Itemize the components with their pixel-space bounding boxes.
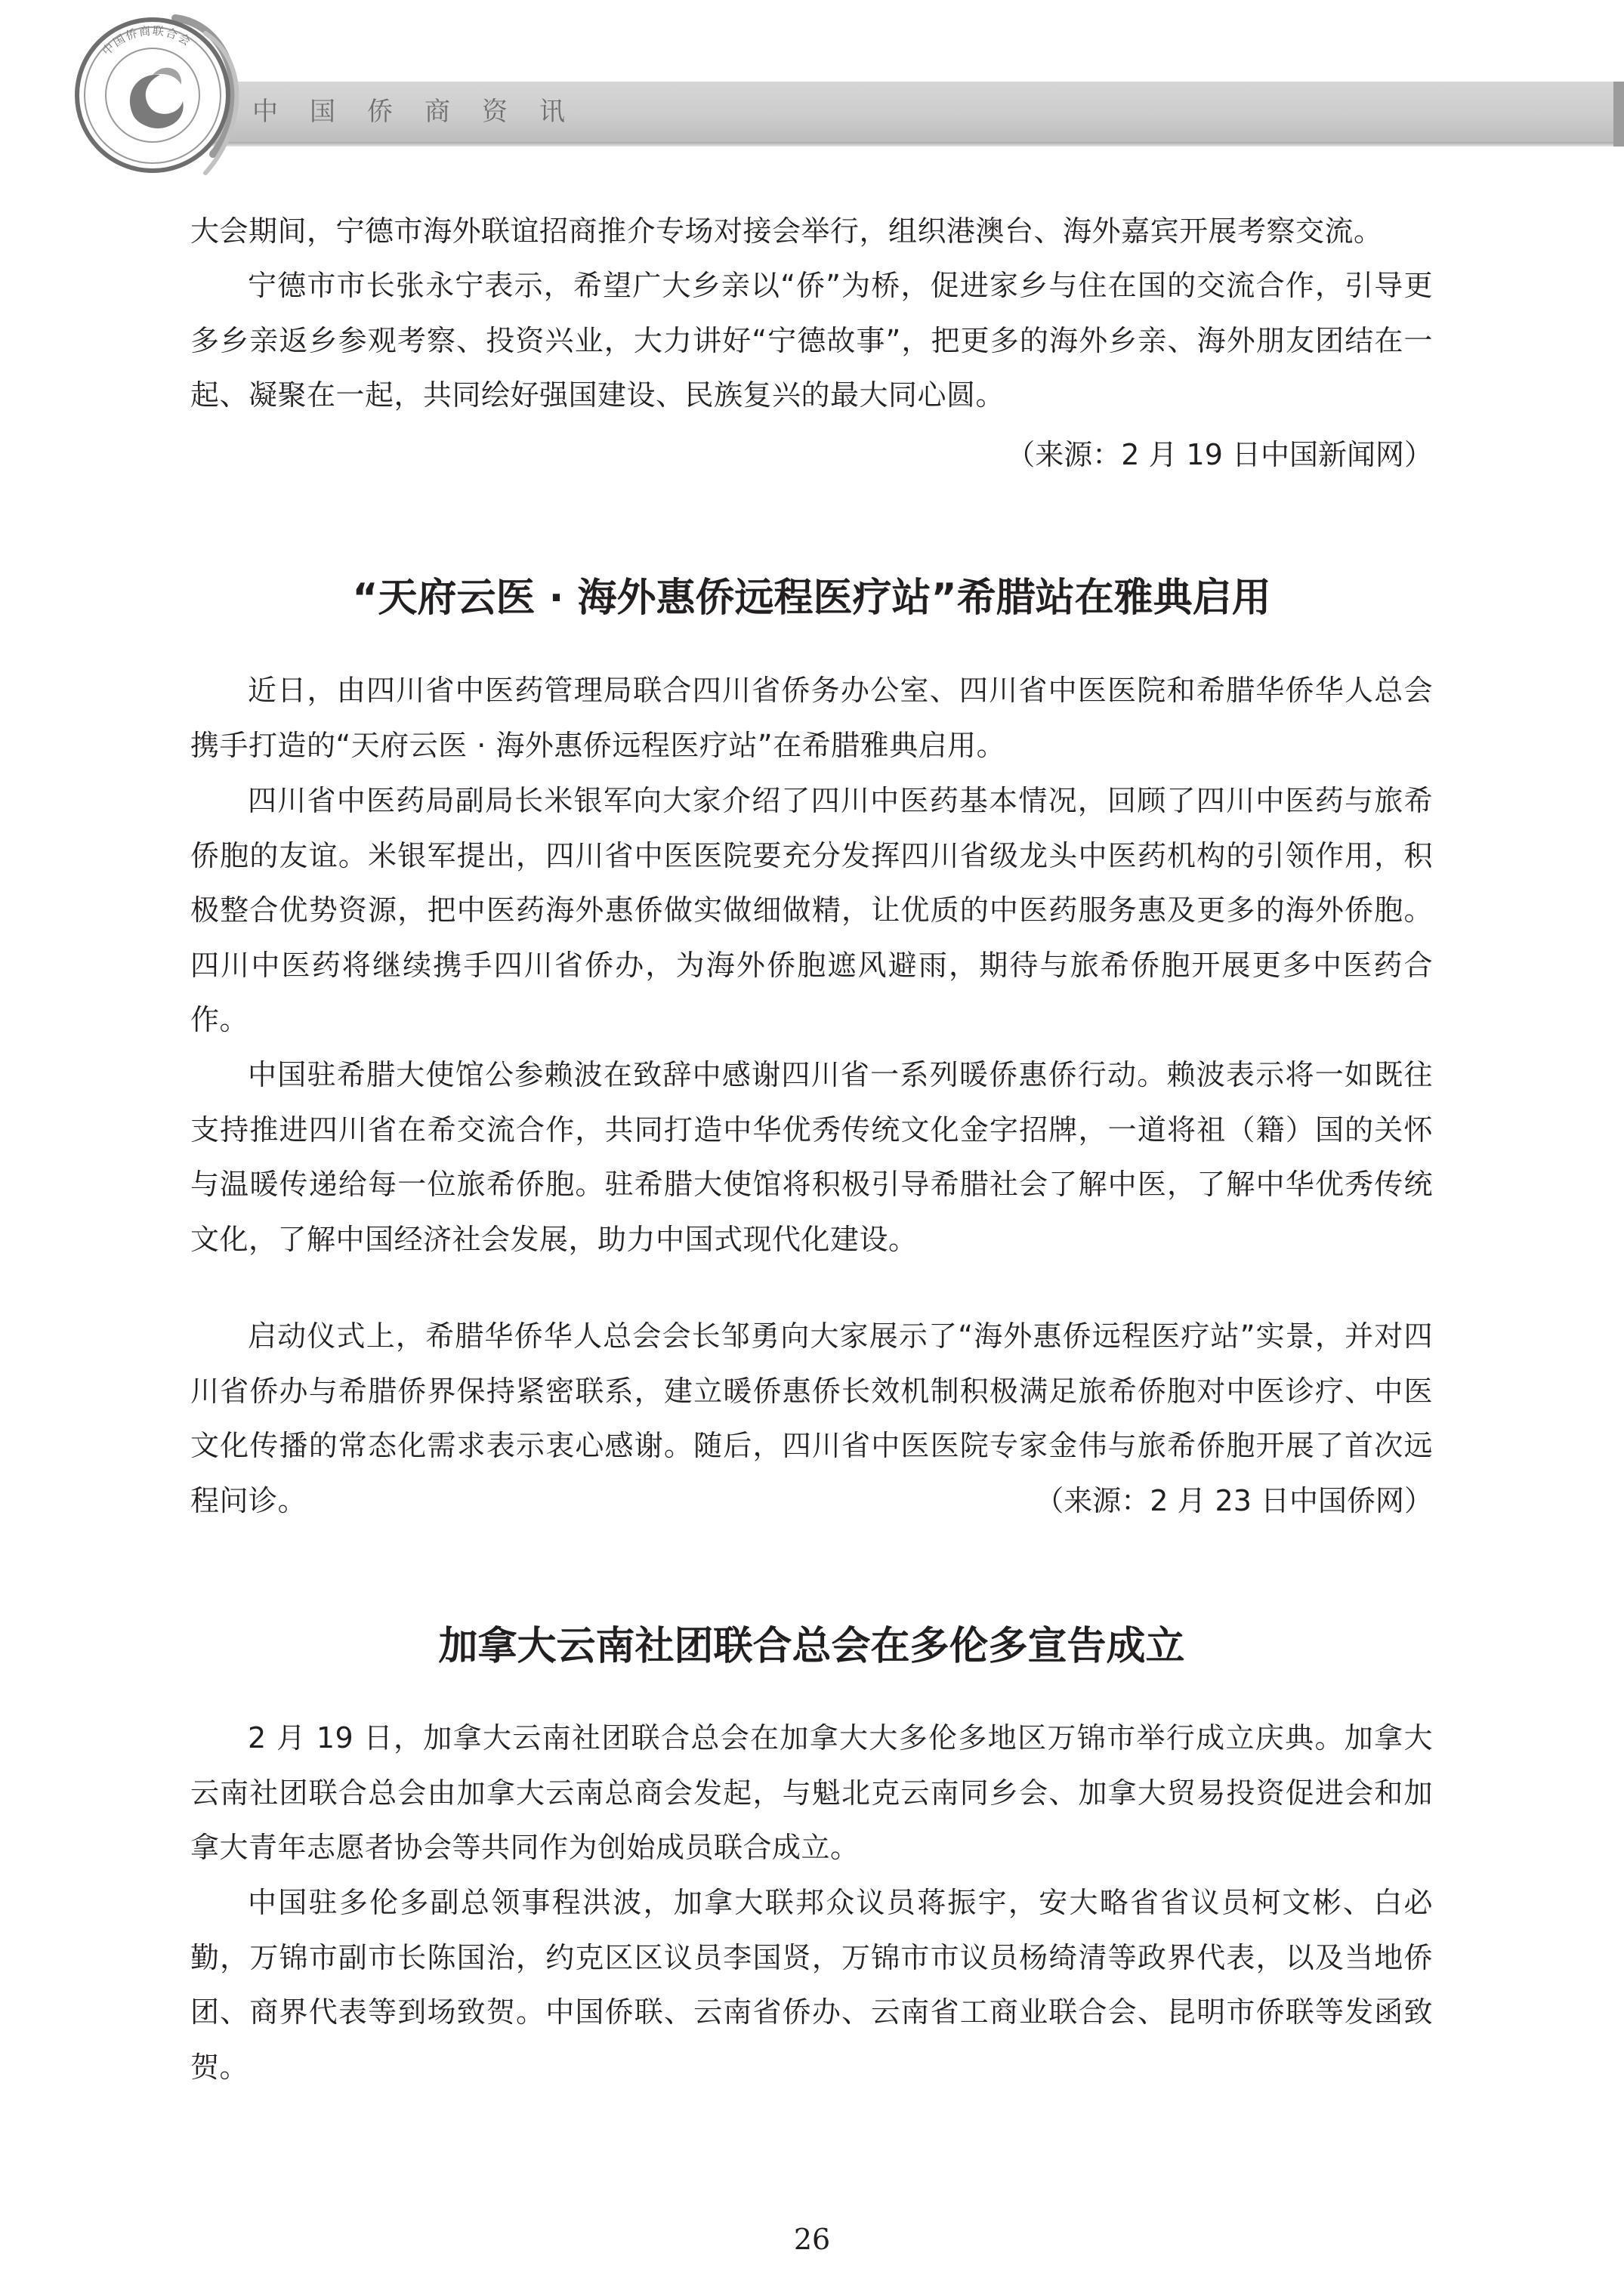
paragraph: 2 月 19 日，加拿大云南社团联合总会在加拿大大多伦多地区万锦市举行成立庆典。加拿大云南社团联合总会由加拿大云南总商会发起，与魁北克云南同乡会、加拿大贸易投资促进会和加拿大青年志愿者协会等共同作为创始成员联合成立。 bbox=[190, 1721, 1433, 1864]
logo-emblem bbox=[62, 3, 243, 184]
header-right-cap bbox=[1613, 82, 1624, 147]
paragraph: 宁德市市长张永宁表示，希望广大乡亲以“侨”为桥，促进家乡与住在国的交流合作，引导更多乡亲返乡参观考察、投资兴业，大力讲好“宁德故事”，把更多的海外乡亲、海外朋友团结在一起、凝聚在一起，共同绘好强国建设、民族复兴的最大同心圆。 bbox=[190, 269, 1433, 412]
article-title: “天府云医 · 海外惠侨远程医疗站”希腊站在雅典启用 bbox=[352, 576, 1271, 621]
paragraph: 四川省中医药局副局长米银军向大家介绍了四川中医药基本情况，回顾了四川中医药与旅希侨胞的友谊。米银军提出，四川省中医医院要充分发挥四川省级龙头中医药机构的引领作用，积极整合优势资源，把中医药海外惠侨做实做细做精，让优质的中医药服务惠及更多的海外侨胞。四川中医药将继续携手四川省侨办，为海外侨胞遮风避雨，期待与旅希侨胞开展更多中医药合作。 bbox=[190, 784, 1433, 1036]
header-band-shadow bbox=[174, 142, 1624, 147]
paragraph: 启动仪式上，希腊华侨华人总会会长邹勇向大家展示了“海外惠侨远程医疗站”实景，并对四川省侨办与希腊侨界保持紧密联系，建立暖侨惠侨长效机制积极满足旅希侨胞对中医诊疗、中医文化传播的常态化需求表示衷心感谢。随后，四川省中医医院专家金伟与旅希侨胞开展了首次远程问诊。 bbox=[190, 1319, 1433, 1517]
paragraph: 大会期间，宁德市海外联谊招商推介专场对接会举行，组织港澳台、海外嘉宾开展考察交流。 bbox=[190, 214, 1383, 248]
magazine-title: 中国侨商资讯 bbox=[252, 97, 597, 127]
article-title: 加拿大云南社团联合总会在多伦多宣告成立 bbox=[438, 1624, 1185, 1669]
paragraph: 中国驻多伦多副总领事程洪波，加拿大联邦众议员蒋振宇，安大略省省议员柯文彬、白必勤，万锦市副市长陈国治，约克区区议员李国贤，万锦市市议员杨绮清等政界代表，以及当地侨团、商界代表等到场致贺。中国侨联、云南省侨办、云南省工商业联合会、昆明市侨联等发函致贺。 bbox=[190, 1886, 1433, 2084]
logo-ring-text: 中国侨商联合会 bbox=[99, 23, 194, 58]
paragraph: 近日，由四川省中医药管理局联合四川省侨务办公室、四川省中医医院和希腊华侨华人总会携手打造的“天府云医 · 海外惠侨远程医疗站”在希腊雅典启用。 bbox=[190, 674, 1433, 762]
source-citation: （来源：2 月 19 日中国新闻网） bbox=[1006, 438, 1433, 471]
paragraph: 中国驻希腊大使馆公参赖波在致辞中感谢四川省一系列暖侨惠侨行动。赖波表示将一如既往支持推进四川省在希交流合作，共同打造中华优秀传统文化金字招牌，一道将祖（籍）国的关怀与温暖传递给每一位旅希侨胞。驻希腊大使馆将积极引导希腊社会了解中医，了解中华优秀传统文化，了解中国经济社会发展，助力中国式现代化建设。 bbox=[190, 1058, 1433, 1256]
source-citation: （来源：2 月 23 日中国侨网） bbox=[1035, 1484, 1433, 1517]
page-number: 26 bbox=[793, 2223, 831, 2256]
